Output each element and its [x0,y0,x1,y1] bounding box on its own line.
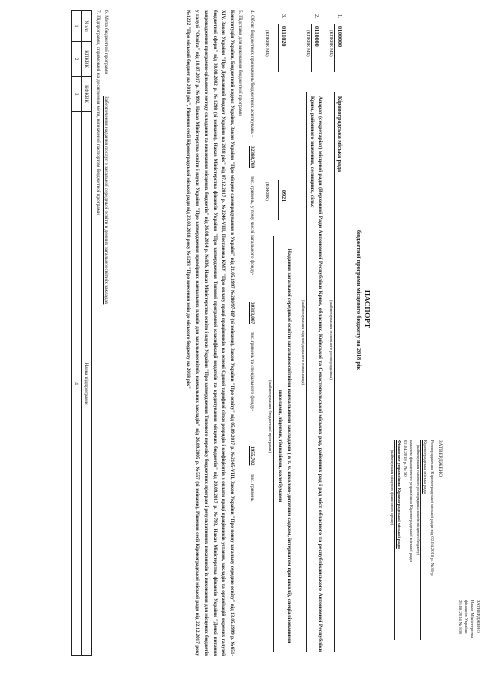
underline [278,180,279,220]
table-header-cell: N з/п [82,11,92,42]
legal-basis-text: Конституція України, Бюджетний кодекс України, Закон України "Про місцеве самоврядування в Україні" від 21.05.1997 №280/97-ВР (зі змінами), Закон України "Про освіту" від 05.09.2017 р. №2145-VIII, Закон України "Про повну загальну середню освіту" від 13.05.1999 р. №651-XIV, Закон України "Про Державний бюджет України на 2018 рік" від 07.12.2017 р. №2246-VIII, Постанова КМУ "Про оплату праці працівників на основі Єдиної тарифної сітки розрядів і коефіцієнтів з оплати праці працівників установ, закладів та організацій окремих галузей бюджетної сфери" від 30.08.2002 р. №1298 (зі змінами), Наказ Міністерства фінансів України "Про затвердження Типової програмної класифікації видатків та кредитування місцевих бюджетів" від 20.09.2017 р. №793, Наказ Міністерства фінансів України "Деякі питання запровадження програмно-цільового методу складання та виконання місцевих бюджетів" від 26.08.2014 р. №836, Наказ Міністерства освіти і науки України "Про затвердження Типового переліку бюджетних програм і результативних показників їх виконання для місцевих бюджетів у галузі "Освіта" від 10.07.2017 р. №992, Наказ Міністерства освіти і науки України "Про затвердження примірних навчальних планів для загальноосвітніх навчальних закладів" від 26.09.2005 р. №557 (зі змінами), Рішення сесії Кіровоградської міської ради від 22.12.2017 року №1222 "Про міський бюджет на 2018 рік", Рішення сесії Кіровоградської міської ради від 23.03.2018 року №1293 "Про внесення змін до міського бюджету на 2018 рік" [185,10,234,656]
row-code-label: (КПКВК МБ) [306,30,311,57]
budget-volume-text: тис. гривень, у тому числі загального фонду- [249,176,255,276]
approval-line: Розпорядження Кіровоградської міської ради від 02.04.2018 р. №36-р [430,440,435,576]
approval-line: наказом фінансового управління Кіровоградської міської ради [409,440,414,562]
row-number: 2. [313,14,319,19]
row-name: Апарат (секретаріат) місцевої ради (Верховної Ради Автономної Республіки Крим, обласних, Київської та Севастопольської міських рад, районних рад і рад міст обласного та республіканського Автономної Республіки Крим, районного значення, селищних, сільс [309,96,323,652]
approval-order-date: 26.08.2014 № 836 [458,600,463,635]
row-kfkvk: 0921 [280,190,286,202]
underline [334,24,335,72]
row-kfkvk-label: (КФКВК) [265,182,270,201]
underline [306,92,307,652]
program-goal-title: 6. Мета бюджетної програми [103,10,109,75]
table-header-row [82,11,92,656]
approval-note: (найменування головного розпорядника коштів місцевого бюджету) [416,445,420,555]
approval-order-line: Наказ Міністерства [470,600,475,639]
budget-volume-text: тис.гривень та спеціального фонду- [249,332,255,412]
approval-note: (найменування місцевого фінансового органу) [390,450,394,526]
table-cell: 3 [72,77,82,112]
program-goal-text: Забезпечення надання послуг з загальної середньої освіти в денних загальноосвітніх закладах [103,96,109,305]
approval-finance-dept: Фінансове управління Кіровоградської міської ради [397,440,402,549]
approval-order-title: ЗАТВЕРДЖЕНО [476,600,481,633]
row-code-label: (КПКВК МБ) [329,30,334,57]
table-header-cell: КПКВК [82,42,92,77]
budget-volume-suffix: тис. гривень [249,474,255,502]
approval-order-line: фінансів України [464,600,469,634]
table-header-cell: Назва підпрограми [82,112,92,656]
approval-date: 02.04.2018 р. № 50 [403,440,408,477]
subprograms-table [71,10,92,656]
row-number: 3. [280,14,286,19]
row-number: 1. [336,14,342,19]
approval-title: ЗАТВЕРДЖЕНО [437,440,443,478]
approval-authority: Кіровоградська міська рада [423,440,428,494]
budget-total: 32368,769 [249,146,255,169]
underline [273,236,274,652]
row-code-label: (КПКВК МБ) [265,30,270,57]
row-code: 0110000 [313,26,319,47]
budget-volume-prefix: 4. Обсяг бюджетних призначень/бюджетних асигнувань - [249,10,255,137]
table-cell: 1 [72,11,82,42]
table-number-row [72,11,82,656]
table-header-cell: КФКВК [82,77,92,112]
subprograms-title: 7. Підпрограми, спрямовані на досягнення мети, визначеної паспортом бюджетної програми [95,10,101,215]
underline [394,440,395,640]
underline [420,440,421,640]
row-name: Кіровоградська міська рада [336,96,342,173]
document-title: ПАСПОРТ [363,290,372,329]
row-code: 0100000 [336,26,342,47]
underline [278,24,279,72]
document-subtitle: бюджетної програми місцевого бюджету на 2018 рік [355,230,361,370]
row-name: Надання загальної середньої освіти загальноосвітніми навчальними закладами ( в т. ч. школою-дитячим садком, інтернатом при школі), спеціалізованими школами, ліцеями, гімназіями, колегіумами [277,248,292,644]
table-cell: 4 [72,112,82,656]
row-name-note: (найменування головного розпорядника) [329,300,334,380]
underline [311,24,312,72]
row-code: 0111020 [280,26,286,47]
table-cell: 2 [72,42,82,77]
row-name-note: (найменування бюджетної програми) [268,380,273,453]
underline [334,92,335,652]
budget-general-fund: 30313,067 [249,302,255,325]
row-name-note: (найменування відповідального виконавця) [301,300,306,385]
legal-basis-title: 5. Підстави для виконання бюджетної програми [237,10,243,116]
budget-special-fund: 1955,702 [249,446,255,466]
